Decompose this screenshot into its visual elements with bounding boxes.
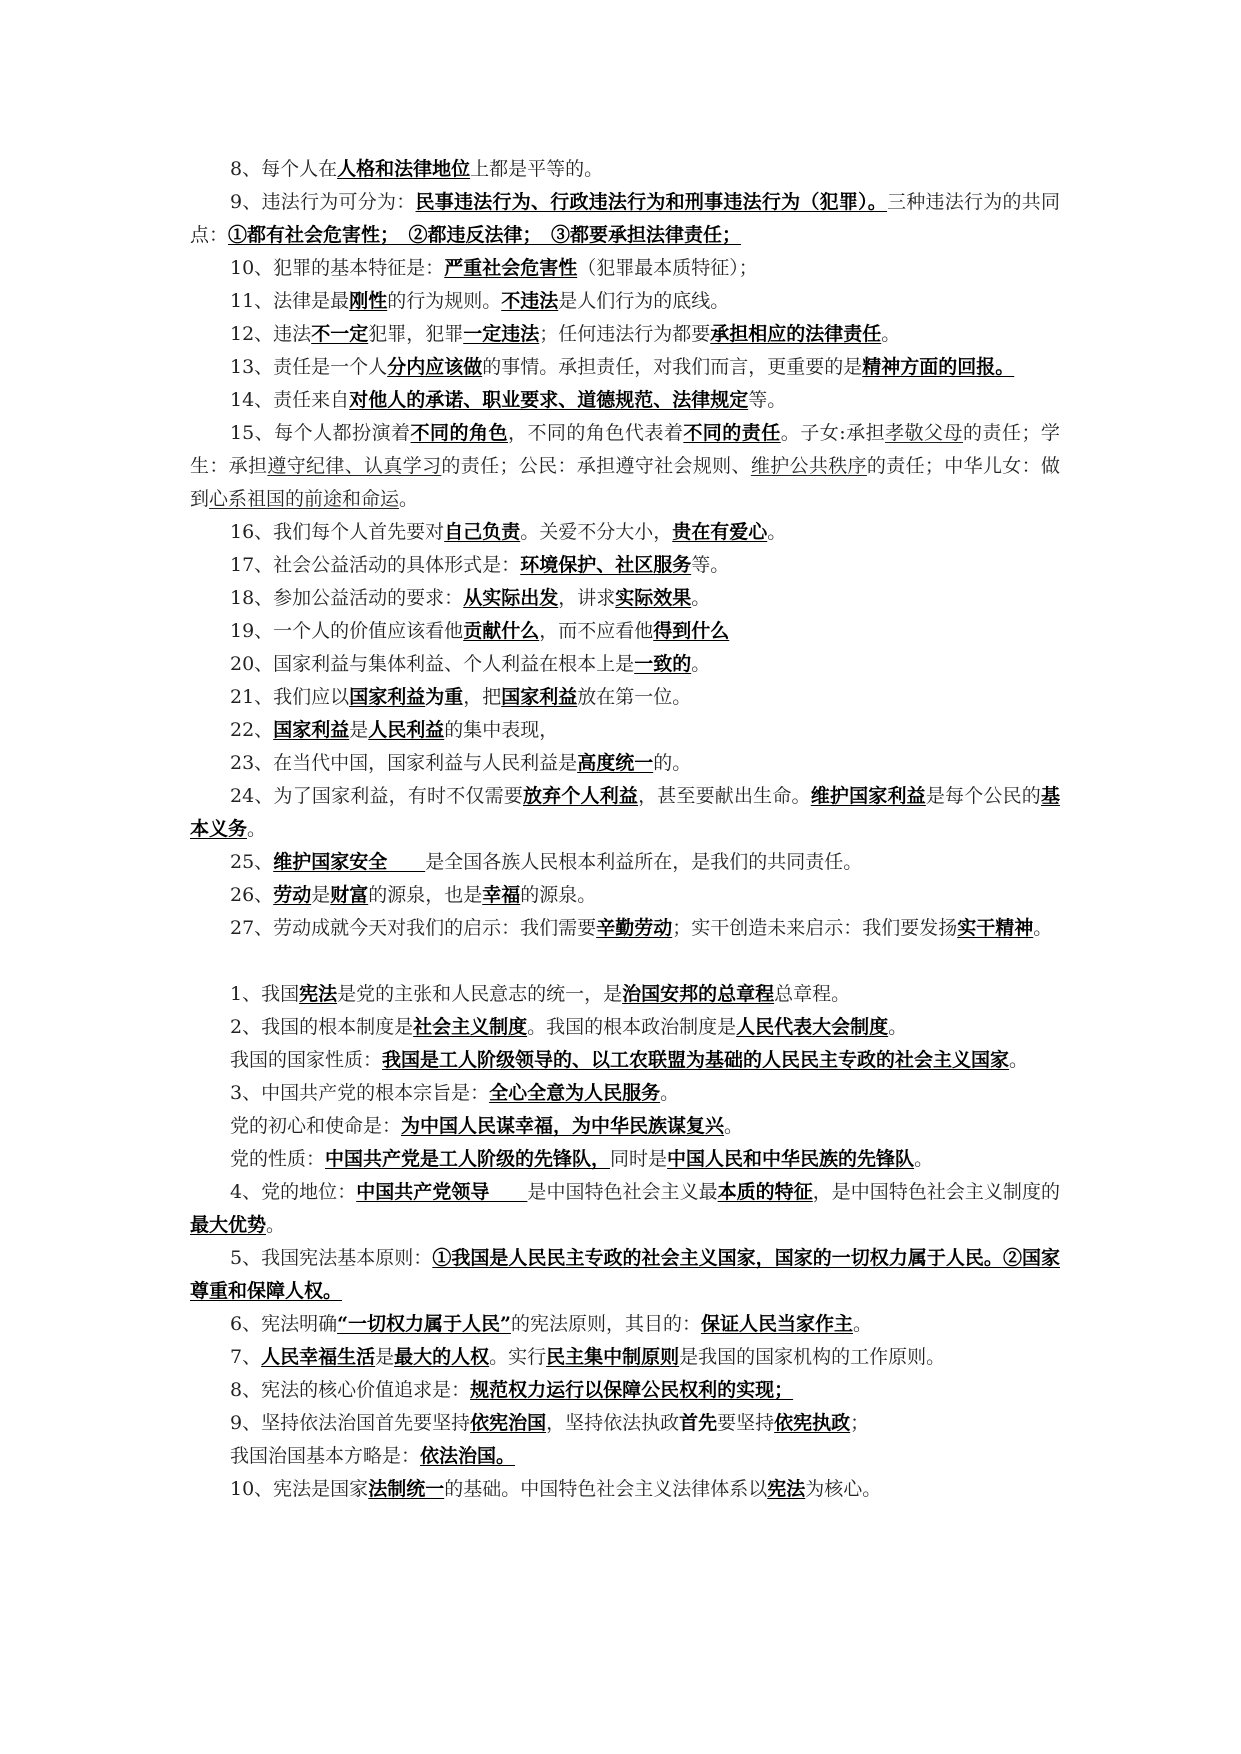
text-segment: 21、我们应以: [230, 686, 350, 708]
key-term: 财富: [330, 884, 369, 906]
text-segment: 9、违法行为可分为：: [230, 191, 416, 213]
paragraph-p24: [190, 780, 1060, 846]
text-segment: 是: [311, 884, 331, 906]
text-segment: 5、我国宪法基本原则：: [230, 1247, 433, 1269]
section-law-and-responsibility: [190, 153, 1060, 945]
paragraph-q2b: [190, 1044, 1060, 1077]
text-segment: 。: [888, 1016, 908, 1038]
key-term: 不同的责任: [683, 422, 781, 444]
text-segment: ，而不应看他: [539, 620, 654, 642]
key-term: ①都有社会危害性； ②都违反法律； ③都要承担法律责任；: [228, 224, 742, 246]
text-segment: 放在第一位。: [577, 686, 692, 708]
text-segment: 。子女:承担: [780, 422, 886, 444]
text-segment: 首先: [679, 1412, 718, 1434]
key-term: 人民幸福生活: [261, 1346, 376, 1368]
text-segment: 。: [266, 1214, 286, 1236]
text-segment: 18、参加公益活动的要求：: [230, 587, 464, 609]
key-term: 人格和法律地位: [337, 158, 471, 180]
paragraph-p23: [190, 747, 1060, 780]
text-segment: 的责任；公民：承担遵守社会规则、: [441, 455, 751, 477]
text-segment: 12、违法: [230, 323, 312, 345]
text-segment: 。: [399, 488, 419, 510]
paragraph-p27: [190, 912, 1060, 945]
text-segment: 是: [375, 1346, 395, 1368]
text-segment: ；实干创造未来启示：我们要发扬: [672, 917, 958, 939]
text-segment: 23、在当代中国，国家利益与人民利益是: [230, 752, 578, 774]
paragraph-p26: [190, 879, 1060, 912]
text-segment: 的源泉，也是: [368, 884, 483, 906]
key-term: 一致的: [634, 653, 692, 675]
paragraph-q7: [190, 1341, 1060, 1374]
key-term: 一定违法: [463, 323, 540, 345]
text-segment: 上都是平等的。: [470, 158, 604, 180]
key-term: 最大的人权: [394, 1346, 490, 1368]
key-term: 社会主义制度: [413, 1016, 528, 1038]
paragraph-q3: [190, 1077, 1060, 1110]
paragraph-q8: [190, 1374, 1060, 1407]
text-segment: 。实行: [489, 1346, 547, 1368]
key-term: 心系祖国的前途和命运: [209, 488, 400, 510]
text-segment: 6、宪法明确: [230, 1313, 338, 1335]
text-segment: 总章程。: [774, 983, 851, 1005]
text-segment: 为重: [425, 686, 464, 708]
text-segment: 党的初心和使命是：: [230, 1115, 402, 1137]
key-term: 中国共产党是工人阶级的先锋队，: [325, 1148, 611, 1170]
text-segment: 等。: [748, 389, 787, 411]
text-segment: 的集中表现，: [444, 719, 559, 741]
text-segment: 。: [1033, 917, 1053, 939]
paragraph-q3c: [190, 1143, 1060, 1176]
key-term: 实际效果: [615, 587, 692, 609]
key-term: 从实际出发: [463, 587, 559, 609]
text-segment: 的基础。中国特色社会主义法律体系以: [444, 1478, 768, 1500]
text-segment: （犯罪最本质特征）；: [577, 257, 758, 279]
paragraph-q5: [190, 1242, 1060, 1308]
text-segment: 是每个公民的: [925, 785, 1041, 807]
key-term: 放弃个人利益: [522, 785, 639, 807]
key-term: 刚性: [349, 290, 388, 312]
paragraph-q10: [190, 1473, 1060, 1506]
text-segment: ，讲求: [558, 587, 616, 609]
text-segment: ，坚持依法执政: [546, 1412, 680, 1434]
text-segment: 党的性质：: [230, 1148, 326, 1170]
key-term: 依宪执政: [774, 1412, 851, 1434]
text-segment: 13、责任是一个人: [230, 356, 388, 378]
text-segment: 25、: [230, 851, 274, 873]
text-segment: 。关爱不分大小，: [520, 521, 673, 543]
key-term: 本质的特征: [717, 1181, 813, 1203]
text-segment: 。: [914, 1148, 934, 1170]
text-segment: 。: [691, 653, 711, 675]
key-term: 自己负责: [444, 521, 521, 543]
paragraph-p25: [190, 846, 1060, 879]
key-term: 基本义务: [190, 785, 1060, 840]
key-term: 我国是工人阶级领导的、以工农联盟为基础的人民民主专政的社会主义国家: [382, 1049, 1010, 1071]
key-term: 规范权力运行以保障公民权利的实现；: [470, 1379, 794, 1401]
key-term: 实干精神: [957, 917, 1034, 939]
key-term: 劳动: [273, 884, 312, 906]
text-segment: 16、我们每个人首先要对: [230, 521, 445, 543]
paragraph-p14: [190, 384, 1060, 417]
key-term: 国家利益: [349, 686, 426, 708]
text-segment: 10、犯罪的基本特征是：: [230, 257, 445, 279]
text-segment: 4、党的地位：: [230, 1181, 357, 1203]
text-segment: ；任何违法行为都要: [539, 323, 711, 345]
text-segment: 。: [724, 1115, 744, 1137]
text-segment: 同时是: [610, 1148, 668, 1170]
key-term: 人民代表大会制度: [736, 1016, 889, 1038]
text-segment: 三种违法行为的共同点：: [190, 191, 1060, 246]
text-segment: 等。: [691, 554, 730, 576]
text-segment: 的源泉。: [520, 884, 597, 906]
key-term: 不同的角色: [410, 422, 508, 444]
key-term: 依法治国。: [420, 1445, 516, 1467]
key-term: 不违法: [501, 290, 559, 312]
paragraph-q1: [190, 978, 1060, 1011]
paragraph-p11: [190, 285, 1060, 318]
text-segment: 27、劳动成就今天对我们的启示：我们需要: [230, 917, 597, 939]
text-segment: 是党的主张和人民意志的统一，是: [337, 983, 623, 1005]
key-term: 遵守纪律、认真学习: [267, 455, 442, 477]
text-segment: 是: [349, 719, 369, 741]
text-segment: 的。: [653, 752, 692, 774]
paragraph-q3b: [190, 1110, 1060, 1143]
paragraph-p15: [190, 417, 1060, 516]
text-segment: 的行为规则。: [387, 290, 502, 312]
paragraph-p21: [190, 681, 1060, 714]
text-segment: 26、: [230, 884, 274, 906]
text-segment: 的宪法原则，其目的：: [510, 1313, 701, 1335]
text-segment: 22、: [230, 719, 274, 741]
text-segment: 10、宪法是国家: [230, 1478, 369, 1500]
key-term: 严重社会危害性: [444, 257, 578, 279]
text-segment: 7、: [230, 1346, 262, 1368]
section-constitution: [190, 978, 1060, 1506]
key-term: 辛勤劳动: [596, 917, 673, 939]
paragraph-p12: [190, 318, 1060, 351]
key-term: 民主集中制原则: [546, 1346, 680, 1368]
paragraph-p20: [190, 648, 1060, 681]
text-segment: 的责任；学生：承担: [190, 422, 1060, 477]
key-term: 贡献什么: [463, 620, 540, 642]
text-segment: 19、一个人的价值应该看他: [230, 620, 464, 642]
text-segment: 要坚持: [717, 1412, 775, 1434]
key-term: 中国人民和中华民族的先锋队: [667, 1148, 915, 1170]
text-segment: 的责任；中华儿女：做到: [190, 455, 1060, 510]
text-segment: 是我国的国家机构的工作原则。: [679, 1346, 946, 1368]
text-segment: 20、国家利益与集体利益、个人利益在根本上是: [230, 653, 635, 675]
text-segment: 9、坚持依法治国首先要坚持: [230, 1412, 471, 1434]
paragraph-q9b: [190, 1440, 1060, 1473]
text-segment: 24、为了国家利益，有时不仅需要: [230, 785, 523, 807]
text-segment: 14、责任来自: [230, 389, 350, 411]
paragraph-q6: [190, 1308, 1060, 1341]
key-term: 国家利益: [273, 719, 350, 741]
text-segment: ，甚至要献出生命。: [638, 785, 811, 807]
key-term: 中国共产党领导: [356, 1181, 528, 1203]
text-segment: 。: [691, 587, 711, 609]
text-segment: 是人们行为的底线。: [558, 290, 730, 312]
text-segment: 是中国特色社会主义最: [527, 1181, 718, 1203]
key-term: 高度统一: [577, 752, 654, 774]
key-term: 人民利益: [368, 719, 445, 741]
text-segment: ，把: [463, 686, 502, 708]
key-term: 维护国家利益: [810, 785, 926, 807]
text-segment: 。: [247, 818, 267, 840]
key-term: “一切权力属于人民”: [337, 1313, 511, 1335]
text-segment: 3、中国共产党的根本宗旨是：: [230, 1082, 490, 1104]
paragraph-p22: [190, 714, 1060, 747]
key-term: 民事违法行为、行政违法行为和刑事违法行为（犯罪）。: [415, 191, 888, 213]
paragraph-q2: [190, 1011, 1060, 1044]
text-segment: 犯罪，犯罪: [368, 323, 464, 345]
text-segment: 8、宪法的核心价值追求是：: [230, 1379, 471, 1401]
text-segment: ，是中国特色社会主义制度的: [812, 1181, 1060, 1203]
text-segment: 为核心。: [805, 1478, 882, 1500]
key-term: 保证人民当家作主: [700, 1313, 853, 1335]
key-term: 孝敬父母: [885, 422, 963, 444]
text-segment: 。: [881, 323, 901, 345]
key-term: 幸福: [482, 884, 521, 906]
paragraph-q9: [190, 1407, 1060, 1440]
paragraph-p8: [190, 153, 1060, 186]
text-segment: ；: [850, 1412, 870, 1434]
text-segment: 我国治国基本方略是：: [230, 1445, 421, 1467]
key-term: 分内应该做: [387, 356, 483, 378]
document-page: [190, 153, 1060, 1506]
key-term: 承担相应的法律责任: [710, 323, 882, 345]
key-term: 维护国家安全: [273, 851, 426, 873]
key-term: 得到什么: [653, 620, 730, 642]
paragraph-p17: [190, 549, 1060, 582]
paragraph-p19: [190, 615, 1060, 648]
paragraph-q4: [190, 1176, 1060, 1242]
key-term: 维护公共秩序: [750, 455, 867, 477]
paragraph-p13: [190, 351, 1060, 384]
text-segment: 的事情。承担责任，对我们而言，更重要的是: [482, 356, 863, 378]
key-term: 贵在有爱心: [672, 521, 768, 543]
text-segment: 2、我国的根本制度是: [230, 1016, 414, 1038]
key-term: 为中国人民谋幸福，为中华民族谋复兴: [401, 1115, 725, 1137]
key-term: 精神方面的回报。: [862, 356, 1015, 378]
section-gap: [190, 945, 1060, 978]
text-segment: 17、社会公益活动的具体形式是：: [230, 554, 521, 576]
key-term: 最大优势: [190, 1214, 267, 1236]
paragraph-p9: [190, 186, 1060, 252]
key-term: 国家利益: [501, 686, 578, 708]
key-term: 不一定: [311, 323, 369, 345]
text-segment: ，不同的角色代表着: [507, 422, 684, 444]
key-term: 环境保护、社区服务: [520, 554, 692, 576]
paragraph-p10: [190, 252, 1060, 285]
text-segment: 。: [660, 1082, 680, 1104]
key-term: 治国安邦的总章程: [622, 983, 775, 1005]
paragraph-p18: [190, 582, 1060, 615]
key-term: 宪法: [767, 1478, 806, 1500]
text-segment: 8、每个人在: [230, 158, 338, 180]
text-segment: 。: [852, 1313, 872, 1335]
key-term: ①我国是人民民主专政的社会主义国家，国家的一切权力属于人民。②国家尊重和保障人权。: [190, 1247, 1060, 1302]
key-term: 法制统一: [368, 1478, 445, 1500]
text-segment: 。我国的根本政治制度是: [527, 1016, 737, 1038]
key-term: 全心全意为人民服务: [489, 1082, 661, 1104]
text-segment: 。: [1009, 1049, 1029, 1071]
text-segment: 我国的国家性质：: [230, 1049, 383, 1071]
text-segment: 15、每个人都扮演着: [230, 422, 411, 444]
key-term: 对他人的承诺、职业要求、道德规范、法律规定: [349, 389, 749, 411]
key-term: 宪法: [299, 983, 338, 1005]
text-segment: 是全国各族人民根本利益所在，是我们的共同责任。: [425, 851, 863, 873]
text-segment: 。: [767, 521, 787, 543]
paragraph-p16: [190, 516, 1060, 549]
text-segment: 11、法律是最: [230, 290, 350, 312]
key-term: 依宪治国: [470, 1412, 547, 1434]
text-segment: 1、我国: [230, 983, 300, 1005]
